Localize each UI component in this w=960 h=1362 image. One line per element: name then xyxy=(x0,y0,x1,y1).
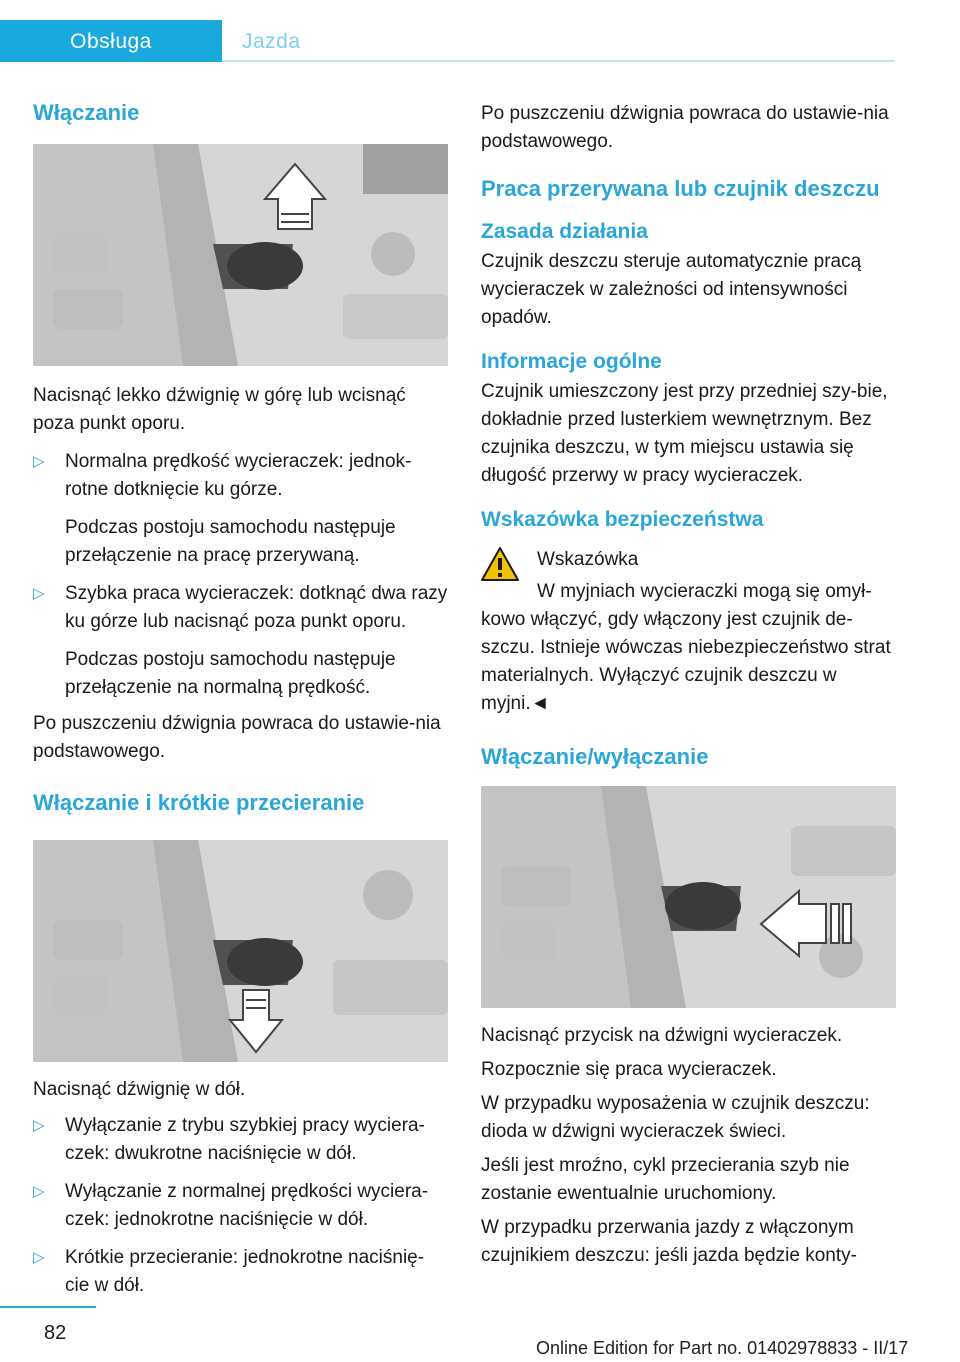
section-title-wlaczanie-wylaczanie: Włączanie/wyłączanie xyxy=(481,744,709,769)
list-item: ▷ Szybka praca wycieraczek: dotknąć dwa razy ku górze lub nacisnąć poza punkt oporu. Podczas postoju samochodu następuje przełączenie na normalną prędkość. xyxy=(33,580,448,702)
triangle-bullet-icon: ▷ xyxy=(33,585,45,602)
subsection-title: Zasada działania xyxy=(481,220,648,243)
tab-obsluga[interactable]: Obsługa xyxy=(0,20,222,62)
paragraph: Czujnik umieszczony jest przy przedniej szy‐bie, dokładnie przed lusterkiem wewnętrznym. Bez czujnika deszczu, w tym miejscu ustawia się długość przerwy w pracy wycieraczek. xyxy=(481,381,888,486)
section-title-wlaczanie: Włączanie xyxy=(33,100,140,125)
warning-label: Wskazówka xyxy=(537,549,639,570)
paragraph: W przypadku przerwania jazdy z włączonym czujnikiem deszczu: jeśli jazda będzie konty‐ xyxy=(481,1217,857,1266)
paragraph: W przypadku wyposażenia w czujnik deszczu: dioda w dźwigni wycieraczek świeci. xyxy=(481,1093,870,1142)
paragraph: Po puszczeniu dźwignia powraca do ustawie‐nia podstawowego. xyxy=(481,103,889,152)
header-rule xyxy=(222,60,895,62)
left-column xyxy=(33,100,448,1300)
list-item: ▷ Wyłączanie z normalnej prędkości wyciera‐czek: jednokrotne naciśnięcie w dół. xyxy=(33,1178,448,1234)
button-press-figure xyxy=(481,786,896,1008)
paragraph: Po puszczeniu dźwignia powraca do ustawie‐nia podstawowego. xyxy=(33,713,441,762)
paragraph: Rozpocznie się praca wycieraczek. xyxy=(481,1059,777,1080)
page-number: 82 xyxy=(44,1322,67,1344)
list-item: ▷ Wyłączanie z trybu szybkiej pracy wyciera‐czek: dwukrotne naciśnięcie w dół. xyxy=(33,1112,448,1168)
footer-rule xyxy=(0,1306,96,1308)
subsection-title: Wskazówka bezpieczeństwa xyxy=(481,508,764,531)
lever-down-figure xyxy=(33,840,448,1062)
bullet-list xyxy=(33,448,448,702)
edition-label: Online Edition for Part no. 01402978833 - II/17 xyxy=(536,1338,909,1358)
list-item: ▷ Krótkie przecieranie: jednokrotne naciśnię‐cie w dół. xyxy=(33,1244,448,1300)
triangle-bullet-icon: ▷ xyxy=(33,453,45,470)
list-item: ▷ Normalna prędkość wycieraczek: jednok‐rotne dotknięcie ku górze. Podczas postoju samochodu następuje przełączenie na pracę przerywaną. xyxy=(33,448,448,570)
paragraph: Jeśli jest mroźno, cykl przecierania szyb nie zostanie ewentualnie uruchomiony. xyxy=(481,1155,850,1204)
right-column xyxy=(481,100,896,1270)
paragraph: Nacisnąć dźwignię w dół. xyxy=(33,1079,246,1100)
lever-up-figure xyxy=(33,144,448,366)
warning-block xyxy=(481,546,896,718)
warning-text-continued: kowo włączyć, gdy włączony jest czujnik de‐szczu. Istnieje wówczas niebezpieczeństwo strat materialnych. Wyłączyć czujnik deszczu w myjni.◄ xyxy=(481,609,891,714)
paragraph: Nacisnąć przycisk na dźwigni wycieraczek. xyxy=(481,1025,843,1046)
warning-triangle-icon xyxy=(481,546,519,582)
triangle-bullet-icon: ▷ xyxy=(33,1183,45,1200)
paragraph: Nacisnąć lekko dźwignię w górę lub wcisnąć poza punkt oporu. xyxy=(33,385,406,434)
bullet-list xyxy=(33,1112,448,1300)
section-title-krotkie: Włączanie i krótkie przecieranie xyxy=(33,790,365,815)
chapter-tabs xyxy=(0,0,895,62)
subsection-title: Informacje ogólne xyxy=(481,350,662,373)
tab-jazda[interactable]: Jazda xyxy=(242,30,301,53)
paragraph: Czujnik deszczu steruje automatycznie pracą wycieraczek w zależności od intensywności opadów. xyxy=(481,251,862,328)
triangle-bullet-icon: ▷ xyxy=(33,1249,45,1266)
warning-text: W myjniach wycieraczki mogą się omył‐ xyxy=(537,581,872,602)
triangle-bullet-icon: ▷ xyxy=(33,1117,45,1134)
section-title-praca: Praca przerywana lub czujnik deszczu xyxy=(481,176,880,201)
